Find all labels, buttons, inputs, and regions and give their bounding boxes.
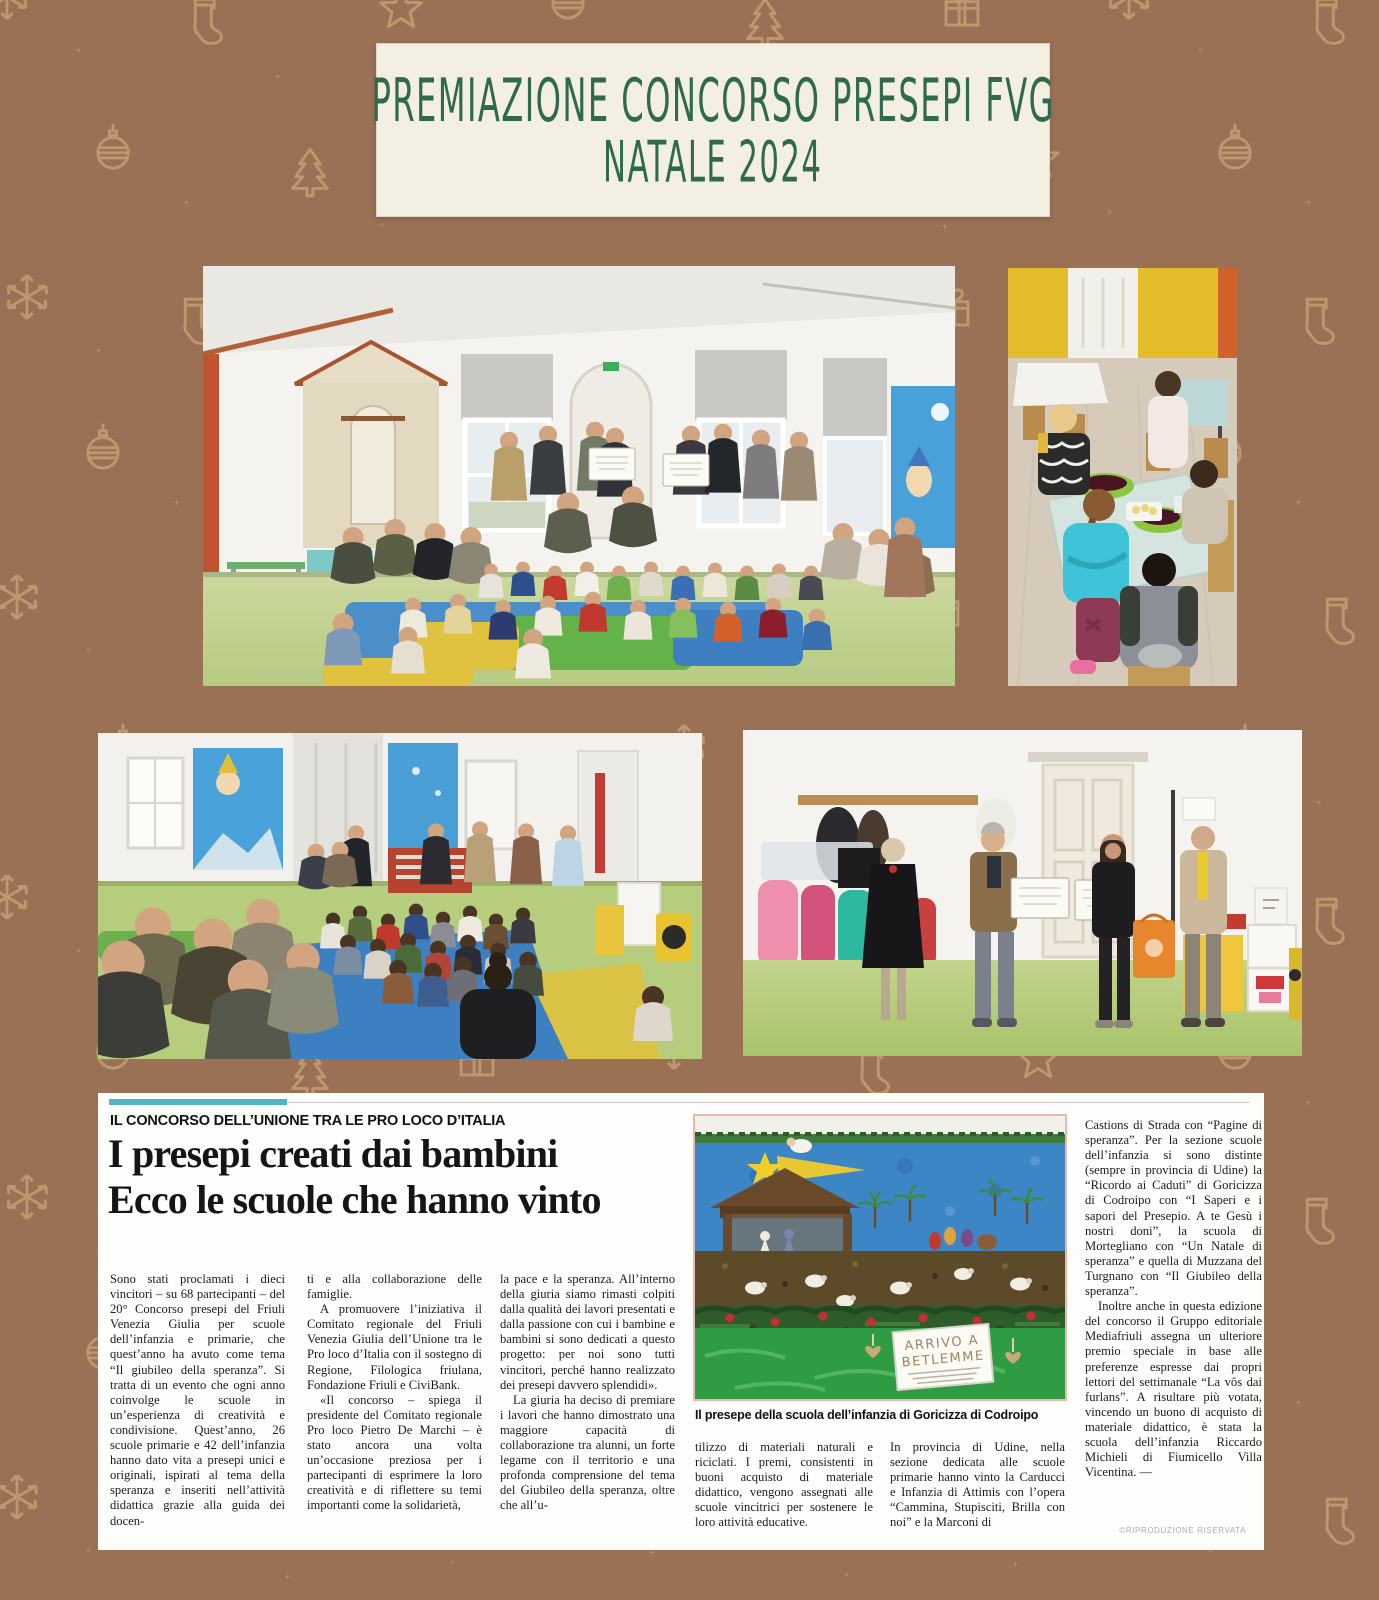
star-icon	[372, 0, 430, 38]
poster-title-line1: PREMIAZIONE CONCORSO PRESEPI FVG	[371, 64, 1055, 135]
plus-icon	[279, 1568, 296, 1585]
newspaper-article	[98, 1093, 1264, 1550]
flake-icon	[1100, 0, 1158, 26]
article-column-6	[1085, 1118, 1262, 1546]
plus-icon	[1290, 1394, 1307, 1411]
paragraph: A promuovere l’iniziativa il Comitato regionale del Friuli Venezia Giulia dell’Unione tra le Pro loco d’Italia con il sostegno di Regione, Filologica friulana, Fondazione Friuli e CiviBank.	[307, 1302, 482, 1392]
copyright-credit: ©RIPRODUZIONE RISERVATA	[1119, 1526, 1246, 1535]
bauble-icon	[1206, 118, 1264, 176]
dot-icon	[446, 1556, 459, 1569]
plus-icon	[1290, 494, 1307, 511]
flake-icon	[0, 1468, 46, 1526]
nativity-scene-photo	[693, 1114, 1067, 1401]
dot-icon	[72, 944, 85, 957]
award-ceremony-photo	[743, 730, 1302, 1056]
nativity-sign-line2: BETLEMME	[901, 1348, 986, 1371]
photo-caption: Il presepe della scuola dell’infanzia di Goricizza di Codroipo	[695, 1408, 1039, 1422]
title-banner	[371, 43, 1055, 217]
flake-icon	[0, 868, 36, 926]
dot-icon	[82, 1544, 95, 1557]
bauble-icon	[539, 0, 597, 26]
flake-icon	[0, 268, 56, 326]
certificate-icon	[589, 448, 635, 480]
certificate-icon	[1011, 878, 1069, 918]
paragraph: «Il concorso – spiega il presidente del Comitato regionale Pro loco Pietro De Marchi – è stato ancora una volta un’occasione preziosa per i partecipanti di esprimere la loro creatività e di riflettere su temi importanti come la solidarietà,	[307, 1392, 482, 1513]
stocking-icon	[1297, 0, 1355, 50]
article-column-2	[307, 1272, 482, 1550]
rolled-mat	[758, 880, 798, 968]
bauble-icon	[84, 118, 142, 176]
accent-bar	[109, 1099, 287, 1105]
paragraph: Sono stati proclamati i dieci vincitori – su 68 partecipanti – del 20° Concorso presepi del Friuli Venezia Giulia per scuole dell’infanzia e primarie, che quest’anno ha avuto come tema “Il giubileo della speranza”. Si tratta di un evento che ogni anno coinvolge le scuole in un’esperienza di creatività e condivisione. Quest’anno, 26 scuole primarie e 42 dell’infanzia hanno dato vita a presepi unici e originali, ispirati al tema della speranza e inseriti nell’attività didattica grazie alla guida dei docen-	[110, 1272, 285, 1528]
dot-icon	[82, 644, 95, 657]
plus-icon	[1310, 794, 1327, 811]
plus-icon	[1007, 1556, 1024, 1573]
article-column-4	[695, 1440, 873, 1544]
door-frame	[203, 354, 219, 580]
poster-title-line2: NATALE 2024	[603, 128, 823, 196]
paragraph: La giuria ha deciso di premiare i lavori che hanno dimostrato una maggiore capacità di collaborazione tra alunni, un forte legame con il territorio e una profonda comprensione del tema del Giubileo della speranza, oltre che all’u-	[500, 1392, 675, 1513]
plus-icon	[1300, 194, 1317, 211]
stocking-icon	[175, 0, 233, 50]
flake-icon	[0, 1168, 56, 1226]
snack-table-photo	[1008, 268, 1237, 686]
white-paper-bag	[1255, 888, 1287, 924]
paragraph: In provincia di Udine, nella sezione dedicata alle scuole primarie hanno vinto la Carducci e Infanzia di Attimis con l’opera “Cammina, Stupisciti, Brilla con noi” e la Marconi di	[890, 1440, 1065, 1530]
certificate-icon	[663, 454, 709, 486]
dot-icon	[1103, 206, 1116, 219]
paragraph: la pace e la speranza. All’interno della giuria siamo rimasti colpiti dalla qualità dei lavori presentati e dalla passione con cui i bambine e bambini si sono dedicati a questo progetto: per noi sono tutti vincitori, perché hanno realizzato dei presepi davvero splendidi».	[500, 1272, 675, 1392]
gift-icon	[933, 0, 991, 38]
plus-icon	[1300, 1094, 1317, 1111]
dot-icon	[375, 218, 388, 231]
article-column-1	[110, 1272, 285, 1550]
headline-line2: Ecco le scuole che hanno vinto	[108, 1177, 601, 1222]
headline	[108, 1131, 601, 1223]
dot-icon	[1194, 44, 1207, 57]
paragraph: Castions di Strada con “Pagine di speranza”. Per la sezione scuole dell’infanzia si sono distinte (sempre in provincia di Udine) la “Ricordo ai Caduti” di Goricizza di Codroipo con “I Saperi e i sapori del Presepio. A te Gesù i nostri doni”, la scuola di Mortegliano con “Un Natale di speranza” e quella di Muzzana del Turgnano con “Il Giubileo della speranza”.	[1085, 1118, 1262, 1299]
bethlehem-sign	[893, 1324, 994, 1390]
plus-icon	[936, 218, 953, 235]
plus-icon	[269, 68, 286, 85]
stocking-icon	[1307, 1492, 1365, 1550]
dot-icon	[72, 44, 85, 57]
paragraph: tilizzo di materiali naturali e riciclati. I premi, consistenti in buoni acquisto di materiale didattico, vengono assegnati alle scuole vincitrici per sostenere le loro attività educative.	[695, 1440, 873, 1530]
paragraph: Inoltre anche in questa edizione del concorso il Gruppo editoriale Mediafriuli assegna un ulteriore premio speciale in base alle preferenze espresse dai propri lettori del settimanale “La vôs dai furlans”. A risultare più votata, vincendo un buono di acquisto di materiale didattico, è stata la scuola dell’infanzia Riccardo Michieli di Fiumicello Villa Vicentina. —	[1085, 1299, 1262, 1480]
dot-icon	[92, 344, 105, 357]
tree-icon	[281, 142, 339, 200]
plus-icon	[168, 494, 185, 511]
flake-icon	[0, 0, 36, 26]
stocking-icon	[1307, 592, 1365, 650]
stocking-icon	[1297, 892, 1355, 950]
assembly-photo	[98, 733, 702, 1059]
flake-icon	[0, 568, 46, 626]
headline-line1: I presepi creati dai bambini	[108, 1131, 558, 1176]
window-blind	[461, 354, 553, 420]
article-column-5	[890, 1440, 1065, 1544]
kicker: IL CONCORSO DELL’UNIONE TRA LE PRO LOCO D’ITALIA	[110, 1113, 506, 1129]
article-column-3	[500, 1272, 675, 1550]
paragraph: ti e alla collaborazione delle famiglie.	[307, 1272, 482, 1302]
nativity-sign-line1: ARRIVO A	[903, 1332, 980, 1355]
stocking-icon	[1287, 1192, 1345, 1250]
classroom-group-photo	[203, 266, 955, 686]
bauble-icon	[74, 418, 132, 476]
stocking-icon	[1287, 292, 1345, 350]
plus-icon	[178, 194, 195, 211]
dot-icon	[840, 1568, 853, 1581]
